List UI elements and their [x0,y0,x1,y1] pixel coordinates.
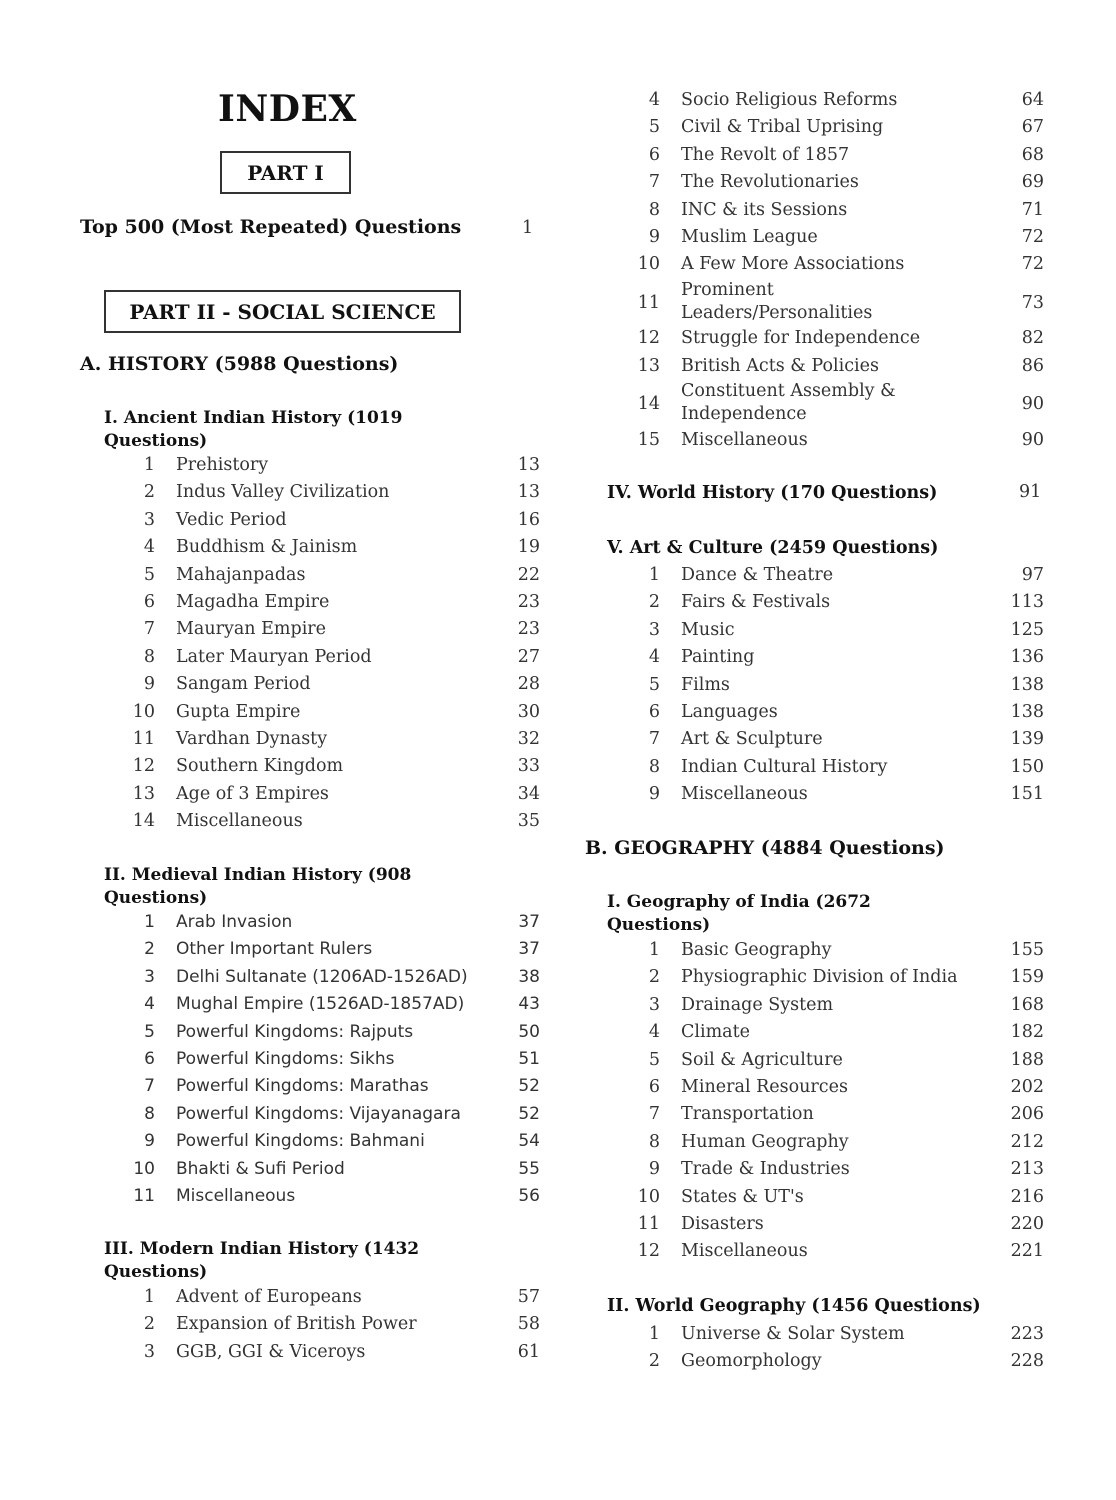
entry-title: Southern Kingdom [176,756,344,777]
entry-page-number: 67 [1021,117,1044,138]
entry-number: 11 [637,292,660,313]
entry-number: 9 [648,1159,660,1180]
entry-number: 11 [132,729,155,749]
ancient-heading: I. Ancient Indian History (1019 Questions) [104,408,403,451]
india-geography-heading: I. Geography of India (2672 Questions) [607,892,871,935]
entry-number: 4 [648,90,660,110]
entry-page-number: 71 [1021,199,1044,220]
entry-title: The Revolutionaries [681,172,859,193]
entry-title: Climate [681,1022,751,1043]
entry-number: 6 [648,144,660,165]
entry-title: Powerful Kingdoms: Rajputs [176,1021,414,1042]
entry-page-number: 23 [517,619,540,640]
entry-number: 2 [648,592,660,613]
entry-page-number: 220 [1010,1214,1044,1234]
entry-number: 1 [143,1287,155,1307]
entry-number: 14 [132,811,155,832]
entry-page-number: 72 [1021,227,1044,247]
entry-number: 15 [637,429,660,450]
entry-number: 2 [648,967,660,988]
entry-number: 12 [637,1241,660,1262]
entry-page-number: 58 [517,1314,540,1335]
entry-title-line1: Constituent Assembly & [681,381,896,402]
entry-number: 1 [648,940,660,960]
entry-number: 10 [637,1186,660,1207]
entry-title: Miscellaneous [681,429,808,450]
entry-title: Soil & Agriculture [681,1049,843,1070]
entry-number: 5 [648,1049,660,1070]
entry-page-number: 64 [1021,90,1044,110]
history-heading: A. HISTORY (5988 Questions) [80,353,399,375]
part-one-box: PART I [220,151,351,194]
entry-number: 10 [132,701,155,722]
entry-title: Powerful Kingdoms: Sikhs [176,1049,395,1069]
entry-page-number: 159 [1010,967,1044,988]
entry-title: Delhi Sultanate (1206AD-1526AD) [176,966,468,987]
entry-title: Vedic Period [176,509,287,530]
entry-title: Fairs & Festivals [681,592,831,613]
world-history-heading: IV. World History (170 Questions) [607,483,938,503]
entry-number: 14 [637,394,660,415]
entry-title [681,380,896,426]
entry-number: 9 [648,227,660,247]
entry-title: Physiographic Division of India [681,967,958,988]
entry-title: British Acts & Policies [681,355,879,376]
entry-page-number: 206 [1010,1104,1044,1125]
entry-page-number: 228 [1010,1351,1044,1372]
entry-page-number: 125 [1010,619,1044,640]
entry-page-number: 139 [1010,729,1044,750]
entry-page-number: 90 [1021,429,1044,450]
entry-page-number: 32 [517,729,540,749]
entry-number: 9 [648,784,660,805]
entry-number: 3 [144,966,155,987]
entry-page-number: 90 [1021,394,1044,415]
entry-title: Indus Valley Civilization [176,482,390,503]
entry-number: 1 [143,455,155,475]
entry-title: Civil & Tribal Uprising [681,117,884,138]
modern-heading: III. Modern Indian History (1432 Questions) [104,1239,420,1282]
entry-page-number: 223 [1010,1324,1044,1344]
entry-number: 10 [133,1158,155,1179]
entry-number: 13 [637,355,660,376]
entry-number: 11 [133,1186,155,1206]
entry-title: Disasters [681,1214,764,1234]
entry-title: Dance & Theatre [681,565,834,585]
entry-title: INC & its Sessions [681,199,848,220]
entry-page-number: 202 [1010,1077,1044,1097]
entry-page-number: 61 [517,1341,540,1362]
entry-page-number: 52 [518,1103,540,1124]
entry-number: 2 [143,1314,155,1335]
entry-number: 3 [143,509,155,530]
entry-number: 4 [143,537,155,558]
entry-number: 1 [648,565,660,585]
entry-page-number: 16 [517,509,540,530]
entry-number: 2 [143,482,155,503]
entry-number: 5 [648,117,660,138]
entry-page-number: 155 [1010,940,1044,960]
entry-title: Geomorphology [681,1351,822,1372]
entry-number: 12 [132,756,155,777]
entry-number: 7 [648,729,660,750]
entry-number: 8 [648,756,660,777]
entry-number: 12 [637,328,660,349]
entry-title: A Few More Associations [681,254,905,275]
entry-title: Art & Sculpture [681,729,823,750]
entry-title: Advent of Europeans [176,1287,362,1307]
entry-page-number: 69 [1021,172,1044,193]
entry-title: Powerful Kingdoms: Vijayanagara [176,1103,461,1124]
entry-title: States & UT's [681,1186,804,1207]
entry-number: 11 [637,1214,660,1234]
entry-title: The Revolt of 1857 [681,144,850,165]
top500-page: 1 [522,218,534,238]
entry-number: 3 [648,994,660,1015]
entry-page-number: 54 [518,1131,540,1152]
entry-page-number: 182 [1010,1022,1044,1043]
entry-page-number: 28 [517,674,540,695]
entry-title: Mahajanpadas [176,564,306,585]
entry-number: 8 [648,1131,660,1152]
entry-number: 3 [648,619,660,640]
entry-title: Later Mauryan Period [176,646,372,667]
entry-title: Indian Cultural History [681,756,888,777]
entry-title: Buddhism & Jainism [176,537,358,558]
entry-page-number: 38 [518,966,540,987]
entry-number: 13 [132,783,155,804]
entry-number: 7 [648,172,660,193]
entry-title: Films [681,674,730,695]
entry-title: Sangam Period [176,674,311,695]
entry-page-number: 212 [1010,1131,1044,1152]
part-two-box: PART II - SOCIAL SCIENCE [104,290,461,333]
entry-number: 5 [143,564,155,585]
entry-title: Age of 3 Empires [176,783,329,804]
entry-page-number: 168 [1010,994,1044,1015]
entry-title: Bhakti & Sufi Period [176,1158,345,1179]
entry-title: Socio Religious Reforms [681,90,898,110]
entry-title: Arab Invasion [176,912,293,932]
entry-title: Other Important Rulers [176,939,373,960]
entry-number: 5 [648,674,660,695]
world-geography-heading: II. World Geography (1456 Questions) [607,1296,981,1316]
page-title: INDEX [218,88,357,130]
art-culture-heading: V. Art & Culture (2459 Questions) [607,538,939,558]
entry-page-number: 13 [517,455,540,475]
entry-title: Drainage System [681,994,834,1015]
entry-number: 2 [144,939,155,960]
entry-page-number: 33 [517,756,540,777]
entry-title-line2: Leaders/Personalities [681,302,873,323]
entry-page-number: 51 [518,1049,540,1069]
entry-title: Transportation [681,1104,814,1125]
entry-page-number: 23 [517,592,540,612]
entry-number: 8 [143,646,155,667]
entry-page-number: 27 [517,646,540,667]
entry-page-number: 188 [1010,1049,1044,1070]
entry-title: Powerful Kingdoms: Bahmani [176,1131,425,1152]
entry-page-number: 113 [1010,592,1044,613]
entry-page-number: 34 [517,783,540,804]
entry-number: 6 [144,1049,155,1069]
entry-title: Trade & Industries [681,1159,850,1180]
entry-title: Vardhan Dynasty [176,729,328,749]
entry-page-number: 30 [517,701,540,722]
entry-page-number: 50 [518,1021,540,1042]
entry-number: 7 [648,1104,660,1125]
entry-page-number: 22 [517,564,540,585]
top500-heading: Top 500 (Most Repeated) Questions [80,216,462,238]
entry-number: 9 [143,674,155,695]
entry-page-number: 136 [1010,647,1044,668]
entry-page-number: 37 [518,912,540,932]
entry-page-number: 151 [1010,784,1044,805]
entry-number: 8 [648,199,660,220]
entry-title: Expansion of British Power [176,1314,417,1335]
entry-number: 6 [648,702,660,722]
entry-number: 9 [144,1131,155,1152]
entry-number: 3 [143,1341,155,1362]
entry-number: 8 [144,1103,155,1124]
entry-title: Painting [681,647,755,668]
entry-page-number: 56 [518,1186,540,1206]
entry-page-number: 55 [518,1158,540,1179]
entry-page-number: 13 [517,482,540,503]
entry-title: Miscellaneous [176,1186,296,1206]
entry-title-line1: Prominent [681,279,774,300]
entry-title: Music [681,619,735,640]
entry-title: Powerful Kingdoms: Marathas [176,1076,429,1097]
entry-page-number: 213 [1010,1159,1044,1180]
entry-number: 6 [143,592,155,612]
entry-title: Miscellaneous [681,1241,808,1262]
entry-title: GGB, GGI & Viceroys [176,1341,366,1362]
entry-title: Gupta Empire [176,701,301,722]
entry-number: 1 [144,912,155,932]
entry-page-number: 221 [1010,1241,1044,1262]
entry-title: Struggle for Independence [681,328,921,349]
entry-page-number: 52 [518,1076,540,1097]
entry-page-number: 138 [1010,702,1044,722]
entry-page-number: 150 [1010,756,1044,777]
entry-number: 1 [648,1324,660,1344]
entry-number: 10 [637,254,660,275]
entry-page-number: 43 [518,994,540,1015]
entry-number: 7 [143,619,155,640]
entry-title: Mineral Resources [681,1077,848,1097]
entry-number: 4 [648,647,660,668]
entry-number: 6 [648,1077,660,1097]
entry-title: Muslim League [681,227,818,247]
entry-page-number: 82 [1021,328,1044,349]
entry-title: Languages [681,702,778,722]
geography-heading: B. GEOGRAPHY (4884 Questions) [585,837,945,859]
entry-page-number: 57 [517,1287,540,1307]
entry-page-number: 72 [1021,254,1044,275]
entry-page-number: 73 [1021,292,1044,313]
entry-title: Miscellaneous [681,784,808,805]
entry-page-number: 68 [1021,144,1044,165]
entry-title: Universe & Solar System [681,1324,905,1344]
entry-title: Magadha Empire [176,592,330,612]
world-history-page: 91 [1019,482,1042,502]
entry-title-line2: Independence [681,404,807,425]
entry-title: Mughal Empire (1526AD-1857AD) [176,994,465,1015]
entry-title: Prehistory [176,455,269,475]
entry-number: 5 [144,1021,155,1042]
entry-page-number: 97 [1021,565,1044,585]
entry-page-number: 138 [1010,674,1044,695]
entry-number: 2 [648,1351,660,1372]
entry-number: 4 [648,1022,660,1043]
entry-page-number: 37 [518,939,540,960]
entry-page-number: 19 [517,537,540,558]
medieval-heading: II. Medieval Indian History (908 Questions) [104,865,412,908]
entry-title: Human Geography [681,1131,849,1152]
entry-page-number: 35 [517,811,540,832]
entry-number: 7 [144,1076,155,1097]
entry-page-number: 216 [1010,1186,1044,1207]
entry-title: Mauryan Empire [176,619,327,640]
entry-title: Miscellaneous [176,811,303,832]
entry-number: 4 [144,994,155,1015]
entry-title: Basic Geography [681,940,832,960]
entry-title [681,279,872,325]
entry-page-number: 86 [1021,355,1044,376]
